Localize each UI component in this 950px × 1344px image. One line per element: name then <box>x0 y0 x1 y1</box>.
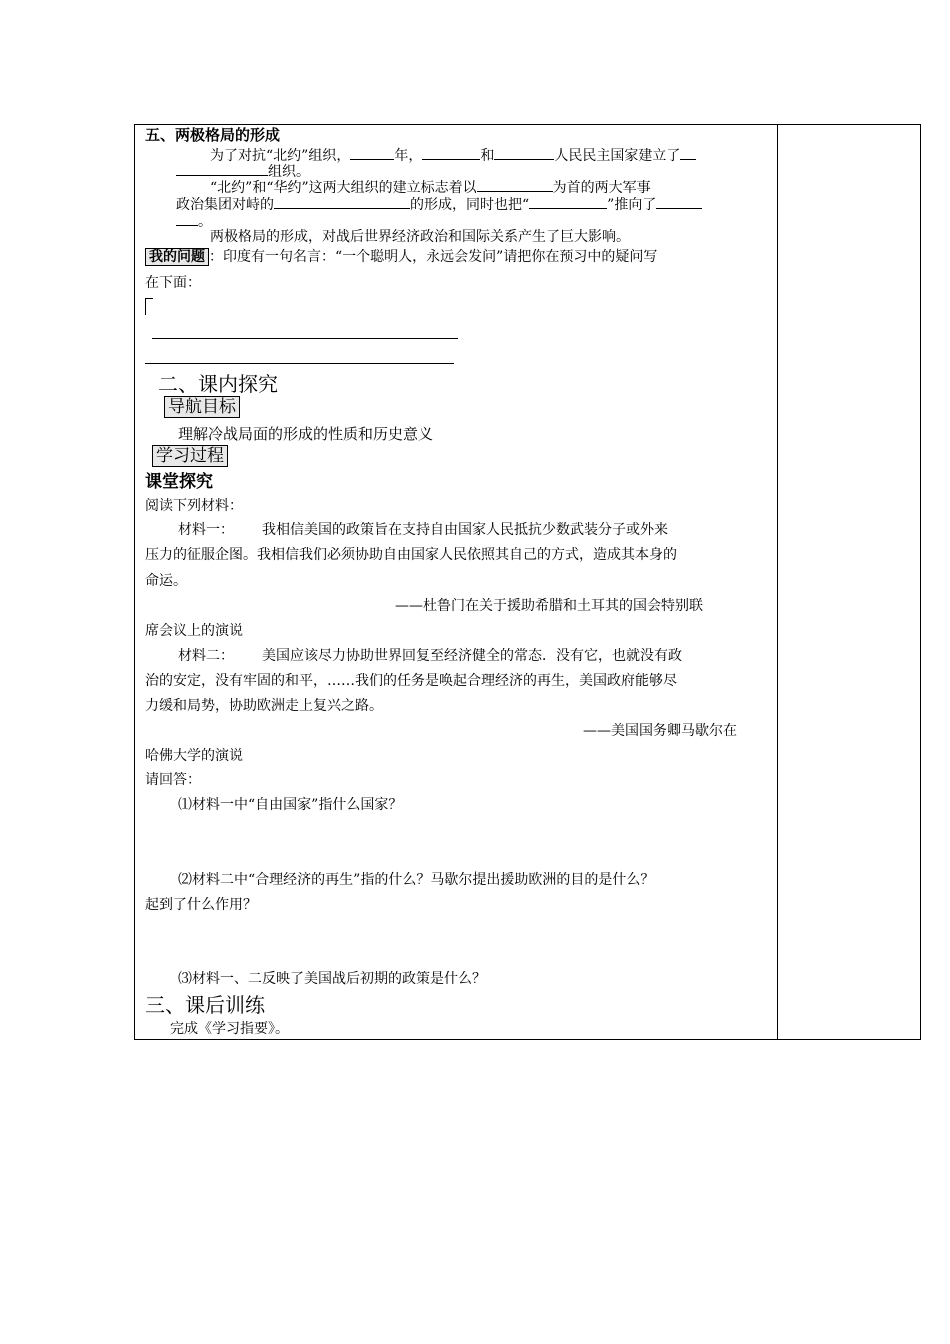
explore-label: 课堂探究 <box>145 472 213 492</box>
paragraph-line: 。 <box>176 212 212 231</box>
material-1-line: 压力的征服企图。我相信我们必须协助自由国家人民依照其自己的方式，造成其本身的 <box>145 547 677 563</box>
material-1-line: 材料一： 我相信美国的政策旨在支持自由国家人民抵抗少数武装分子或外来 <box>178 522 668 538</box>
material-2-line: 力缓和局势，协助欧洲走上复兴之路。 <box>145 698 383 714</box>
homework-text: 完成《学习指要》。 <box>170 1021 289 1037</box>
question-3: ⑶材料一、二反映了美国战后初期的政策是什么？ <box>178 971 486 987</box>
material-2-line: 治的安定，没有牢固的和平，……我们的任务是唤起合理经济的再生，美国政府能够尽 <box>145 673 677 689</box>
read-intro: 阅读下列材料： <box>145 498 243 514</box>
answer-prompt: 请回答： <box>145 772 201 788</box>
process-label: 学习过程 <box>152 446 228 467</box>
paragraph-line: 两极格局的形成，对战后世界经济政治和国际关系产生了巨大影响。 <box>210 229 630 245</box>
material-1-source: ——杜鲁门在关于援助希腊和土耳其的国会特别联 <box>395 598 703 614</box>
question-2: 起到了什么作用？ <box>145 897 257 913</box>
material-2-source: 哈佛大学的演说 <box>145 748 243 764</box>
column-divider <box>777 124 778 1040</box>
my-question-line: 在下面： <box>145 275 201 291</box>
answer-area-bracket <box>145 298 153 315</box>
answer-line[interactable] <box>145 363 454 364</box>
nav-goal-label: 导航目标 <box>164 397 240 418</box>
part-heading: 二、课内探究 <box>158 372 278 396</box>
material-2-source: ——美国国务卿马歇尔在 <box>583 723 737 739</box>
nav-goal-text: 理解冷战局面的形成的性质和历史意义 <box>178 425 434 443</box>
question-1: ⑴材料一中“自由国家”指什么国家？ <box>178 797 403 813</box>
material-1-source: 席会议上的演说 <box>145 623 243 639</box>
my-question-label: 我的问题 <box>145 248 209 266</box>
material-2-line: 材料二： 美国应该尽力协助世界回复至经济健全的常态．没有它，也就没有政 <box>178 648 682 664</box>
question-2: ⑵材料二中“合理经济的再生”指的什么？马歇尔提出援助欧洲的目的是什么？ <box>178 872 655 888</box>
material-1-line: 命运。 <box>145 573 187 589</box>
paragraph-line: “北约”和“华约”这两大组织的建立标志着以 为首的两大军事 <box>210 180 651 196</box>
part-heading: 三、课后训练 <box>145 993 265 1017</box>
paragraph-line: 政治集团对峙的 的形成，同时也把“ ”推向了 <box>176 195 702 214</box>
my-question-line: 我的问题 ：印度有一句名言：“一个聪明人，永远会发问”请把你在预习中的疑问写 <box>145 248 657 266</box>
answer-line[interactable] <box>152 338 458 339</box>
section-heading: 五、两极格局的形成 <box>145 126 281 144</box>
paragraph-line: 组织。 <box>176 162 310 181</box>
paragraph-line: 为了对抗“北约”组织， 年， 和 人民民主国家建立了 <box>210 146 696 165</box>
